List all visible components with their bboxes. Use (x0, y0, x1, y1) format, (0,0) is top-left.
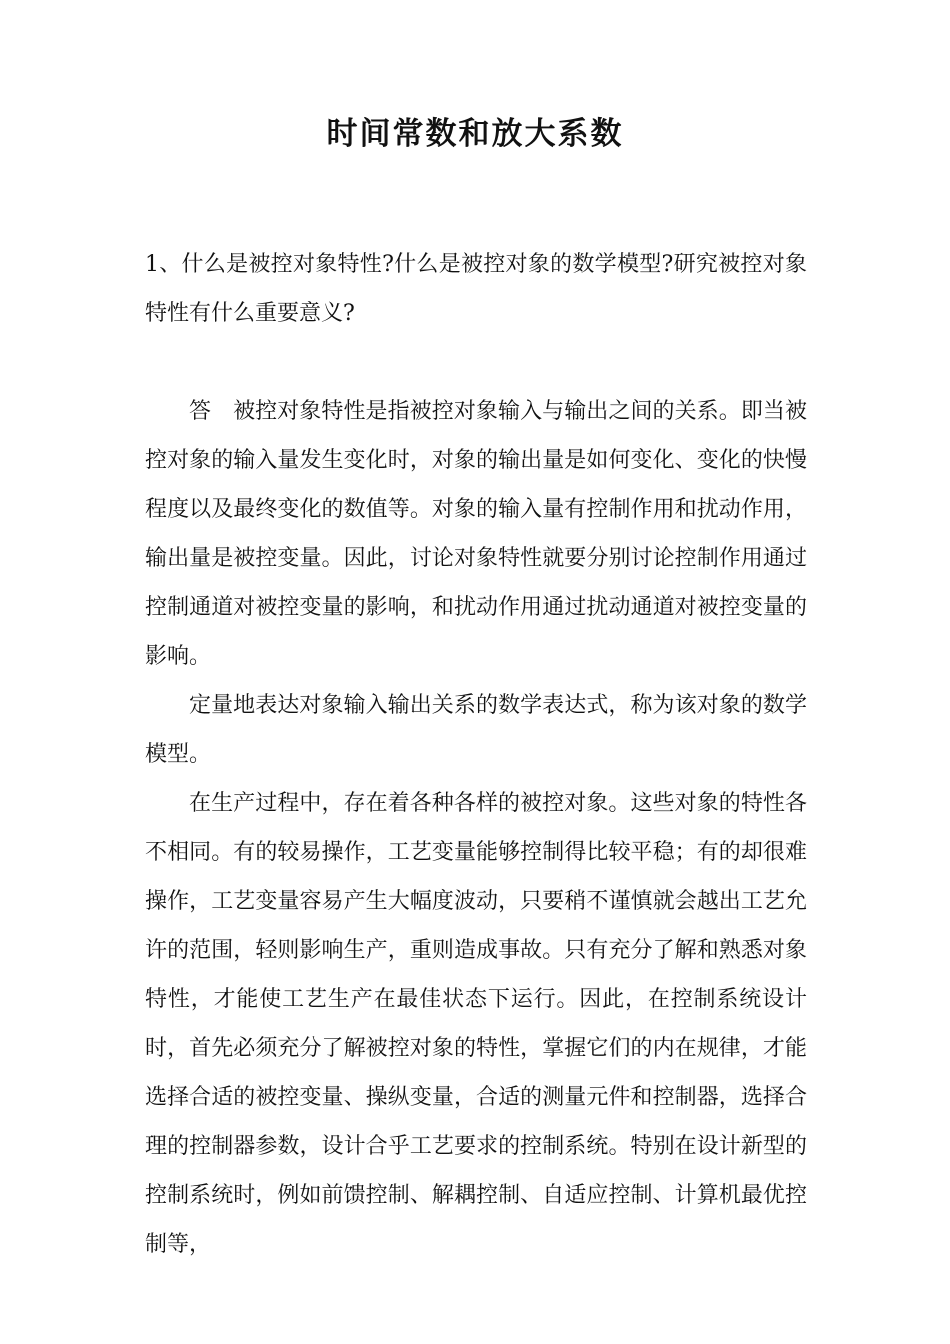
answer-paragraph (145, 387, 807, 681)
paragraph-gap (145, 338, 807, 387)
document-body (145, 240, 807, 1269)
definition-paragraph: 定量地表达对象输入输出关系的数学表达式，称为该对象的数学模型。 (145, 693, 807, 767)
question-paragraph: 1、什么是被控对象特性?什么是被控对象的数学模型?研究被控对象特性有什么重要意义? (145, 252, 807, 326)
answer-label: 答 (189, 399, 212, 424)
document-title: 时间常数和放大系数 (326, 116, 624, 152)
significance-paragraph: 在生产过程中，存在着各种各样的被控对象。这些对象的特性各不相同。有的较易操作，工艺变量能够控制得比较平稳；有的却很难操作，工艺变量容易产生大幅度波动，只要稍不谨慎就会越出工艺允许的范围，轻则影响生产，重则造成事故。只有充分了解和熟悉对象特性，才能使工艺生产在最佳状态下运行。因此，在控制系统设计时，首先必须充分了解被控对象的特性，掌握它们的内在规律，才能选择合适的被控变量、操纵变量，合适的测量元件和控制器，选择合理的控制器参数，设计合乎工艺要求的控制系统。特别在设计新型的控制系统时，例如前馈控制、解耦控制、自适应控制、计算机最优控制等， (145, 791, 807, 1257)
answer-text: 被控对象特性是指被控对象输入与输出之间的关系。即当被控对象的输入量发生变化时，对象的输出量是如何变化、变化的快慢程度以及最终变化的数值等。对象的输入量有控制作用和扰动作用，输出量是被控变量。因此，讨论对象特性就要分别讨论控制作用通过控制通道对被控变量的影响，和扰动作用通过扰动通道对被控变量的影响。 (145, 399, 807, 669)
